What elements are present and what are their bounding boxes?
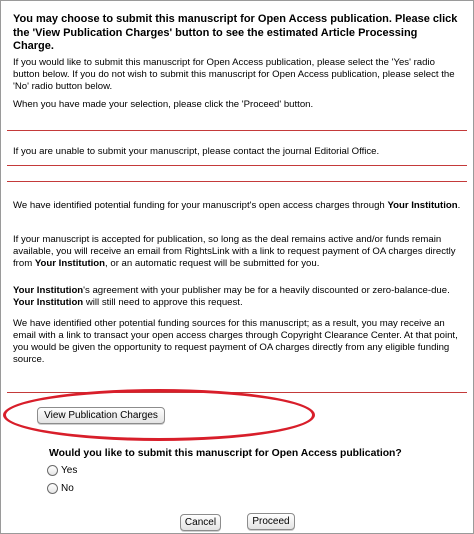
funding-paragraph-3 (13, 285, 461, 309)
funding-paragraph-1 (13, 200, 461, 212)
oa-instructions-text: If you would like to submit this manuscript for Open Access publication, please select the 'Yes' radio button below. If you do not wish to submit this manuscript for Open Access publication, please select the 'No' radio button below. (13, 57, 455, 92)
oa-question: Would you like to submit this manuscript for Open Access publication? (49, 448, 402, 459)
oa-heading-text: You may choose to submit this manuscript for Open Access publication. Please click the 'View Publication Charges' button to see the estimated Article Processing Charge. (13, 13, 458, 52)
funding-p2-text: If your manuscript is accepted for publication, so long as the deal remains active and/or funds remain available, you will receive an email from RightsLink with a link to request payment of OA charges directly from (13, 234, 456, 269)
funding-p3-mid: 's agreement with your publisher may be for a heavily discounted or zero-balance-due. (83, 285, 450, 296)
institution-name: Your Institution (387, 200, 458, 211)
divider-2 (7, 181, 467, 182)
view-publication-charges-button[interactable]: View Publication Charges (37, 407, 165, 424)
funding-p1-text: We have identified potential funding for your manuscript's open access charges through (13, 200, 388, 211)
funding-p4-text: We have identified other potential funding sources for this manuscript; as a result, you may receive an email with a link to transact your open access charges through Copyright Clearance Center. At that point, you would be given the opportunity to request payment of OA charges directly from any eligible funding source. (13, 318, 458, 365)
no-radio[interactable] (47, 483, 58, 494)
yes-radio[interactable] (47, 465, 58, 476)
no-label: No (61, 483, 74, 494)
proceed-note-text: When you have made your selection, please click the 'Proceed' button. (13, 99, 314, 110)
divider-1 (7, 165, 467, 166)
oa-instructions (13, 57, 461, 93)
contact-note-text: If you are unable to submit your manuscript, please contact the journal Editorial Office. (13, 146, 380, 157)
institution-name: Your Institution (13, 285, 84, 296)
contact-note (13, 146, 461, 158)
divider-top (7, 130, 467, 131)
cancel-button[interactable]: Cancel (180, 514, 221, 531)
funding-p2-end: , or an automatic request will be submitted for you. (105, 258, 320, 269)
yes-label: Yes (61, 465, 78, 476)
funding-p3-end: will still need to approve this request. (83, 297, 243, 308)
funding-paragraph-4 (13, 318, 461, 366)
yes-option[interactable] (47, 465, 77, 476)
proceed-note (13, 99, 461, 111)
funding-p1-end: . (457, 200, 461, 211)
institution-name: Your Institution (34, 258, 106, 269)
no-option[interactable] (47, 483, 74, 494)
institution-name: Your Institution (13, 297, 84, 308)
divider-3 (7, 392, 467, 393)
proceed-button[interactable]: Proceed (247, 513, 295, 530)
funding-paragraph-2 (13, 234, 461, 270)
oa-heading (13, 13, 461, 54)
